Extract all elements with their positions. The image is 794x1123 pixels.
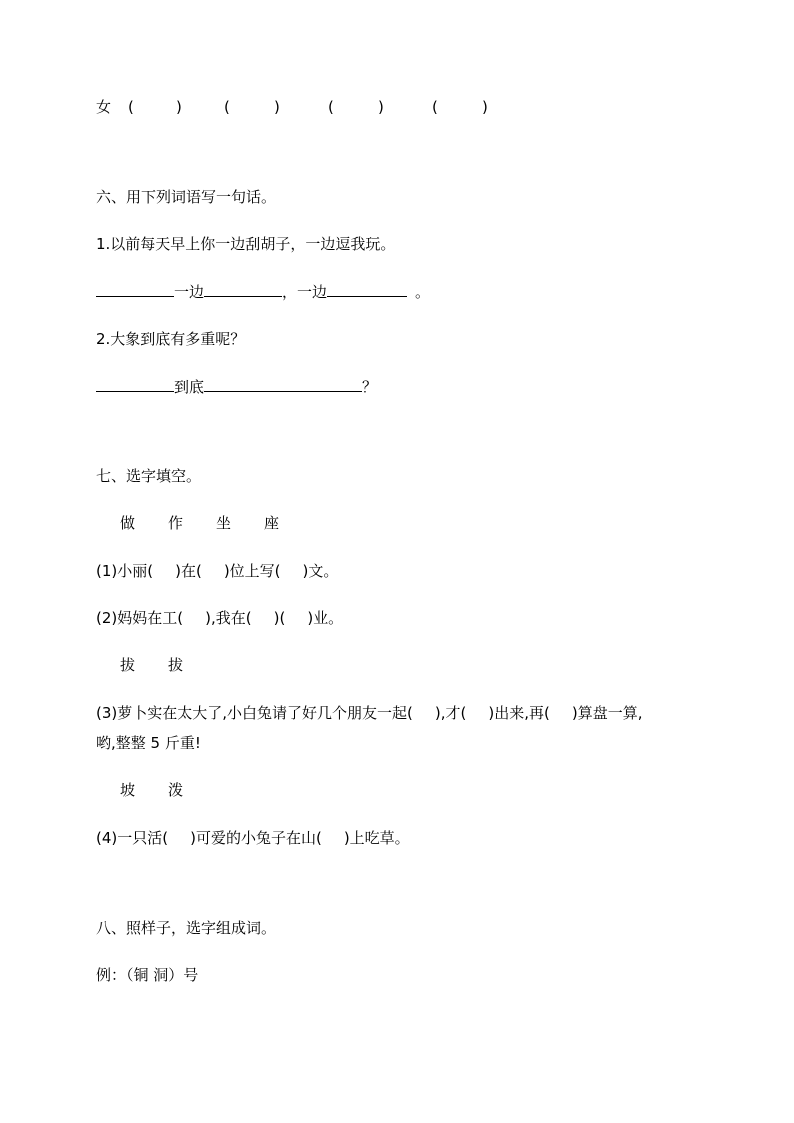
section8-title: 八、照样子，选字组成词。 — [96, 919, 277, 937]
pattern-end: ？ — [362, 378, 378, 396]
q-text: (3)萝卜实在太大了,小白兔请了好几个朋友一起( — [96, 704, 413, 722]
top-row-char: 女 — [96, 98, 112, 116]
pattern-word: 一边 — [174, 283, 205, 301]
section7-q1 — [96, 561, 338, 581]
q-text: )算盘一算, — [571, 704, 643, 722]
section7-q4 — [96, 828, 410, 848]
top-row — [96, 97, 488, 117]
section7-q2 — [96, 608, 343, 628]
pattern-word: 到底 — [174, 378, 205, 396]
section7-title: 七、选字填空。 — [96, 467, 202, 485]
q-text: )上吃草。 — [343, 829, 410, 847]
section6-q1-pattern — [96, 281, 430, 301]
answer-blank[interactable] — [204, 376, 362, 392]
section7-q3-line2: 哟,整整 5 斤重! — [96, 734, 201, 752]
q-text: )出来,再( — [488, 704, 550, 722]
choice-char: 拔 — [168, 656, 184, 674]
choice-char: 泼 — [168, 781, 184, 799]
paren-open-4: ( — [432, 98, 438, 116]
answer-blank[interactable] — [327, 281, 407, 297]
answer-blank[interactable] — [96, 281, 174, 297]
q-text: )业。 — [307, 609, 344, 627]
choice-char: 作 — [168, 514, 184, 532]
q-text: (1)小丽( — [96, 562, 154, 580]
q-text: (4)一只活( — [96, 829, 169, 847]
q-text: )位上写( — [223, 562, 281, 580]
pattern-end: 。 — [415, 283, 431, 301]
q-text: ),才( — [434, 704, 467, 722]
paren-close-4: ) — [482, 98, 488, 116]
paren-open-3: ( — [328, 98, 334, 116]
choice-char: 座 — [264, 514, 280, 532]
q-text: )( — [273, 609, 286, 627]
q-text: )可爱的小兔子在山( — [190, 829, 322, 847]
paren-open-2: ( — [224, 98, 230, 116]
section6-title: 六、用下列词语写一句话。 — [96, 188, 277, 206]
answer-blank[interactable] — [96, 376, 174, 392]
section7-q3-line1 — [96, 703, 642, 723]
paren-close-1: ) — [176, 98, 182, 116]
choice-char: 做 — [120, 514, 136, 532]
choice-char: 拔 — [120, 656, 136, 674]
q-text: ),我在( — [205, 609, 252, 627]
section6-q2: 2.大象到底有多重呢？ — [96, 330, 246, 348]
q-text: )在( — [175, 562, 202, 580]
paren-close-2: ) — [274, 98, 280, 116]
paren-close-3: ) — [378, 98, 384, 116]
pattern-separator: ， — [282, 283, 298, 301]
choice-char: 坐 — [216, 514, 232, 532]
paren-open-1: ( — [128, 98, 134, 116]
section8-example: 例：（铜 洞）号 — [96, 966, 199, 984]
section6-q2-pattern — [96, 376, 377, 396]
choice-char: 坡 — [120, 781, 136, 799]
answer-blank[interactable] — [204, 281, 282, 297]
q-text: (2)妈妈在工( — [96, 609, 184, 627]
q-text: )文。 — [302, 562, 339, 580]
pattern-word: 一边 — [297, 283, 328, 301]
section6-q1: 1.以前每天早上你一边刮胡子，一边逗我玩。 — [96, 235, 396, 253]
